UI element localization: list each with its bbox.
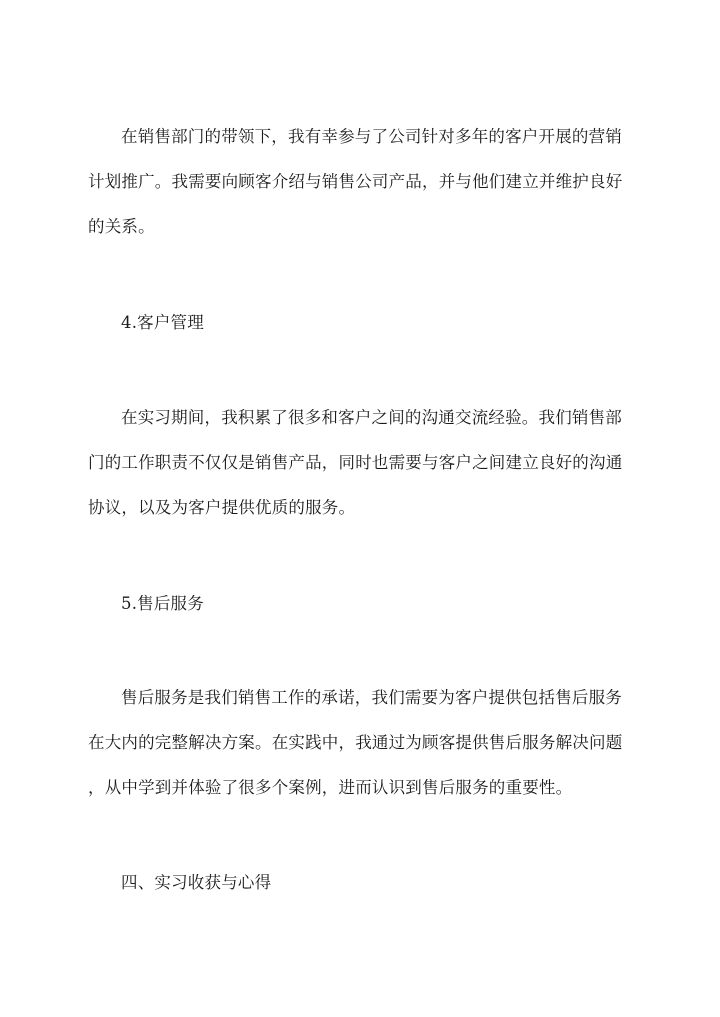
- paragraph-line: 计划推广。我需要向顾客介绍与销售公司产品，并与他们建立并维护良好: [88, 172, 623, 191]
- paragraph-line: ，从中学到并体验了很多个案例，进而认识到售后服务的重要性。: [88, 778, 573, 797]
- paragraph-line: 的关系。: [88, 217, 155, 236]
- paragraph-line: 门的工作职责不仅仅是销售产品，同时也需要与客户之间建立良好的沟通: [88, 453, 623, 472]
- paragraph-line: 协议，以及为客户提供优质的服务。: [88, 498, 356, 517]
- section-heading-internship-gains: 四、实习收获与心得: [121, 873, 272, 892]
- paragraph-line: 在销售部门的带领下，我有幸参与了公司针对多年的客户开展的营销: [121, 127, 622, 146]
- heading-customer-management: 4.客户管理: [121, 313, 204, 332]
- paragraph-line: 售后服务是我们销售工作的承诺，我们需要为客户提供包括售后服务: [121, 688, 622, 707]
- paragraph-line: 在实习期间，我积累了很多和客户之间的沟通交流经验。我们销售部: [121, 408, 622, 427]
- paragraph-line: 在大内的完整解决方案。在实践中，我通过为顾客提供售后服务解决问题: [88, 733, 623, 752]
- heading-after-sales-service: 5.售后服务: [121, 594, 204, 613]
